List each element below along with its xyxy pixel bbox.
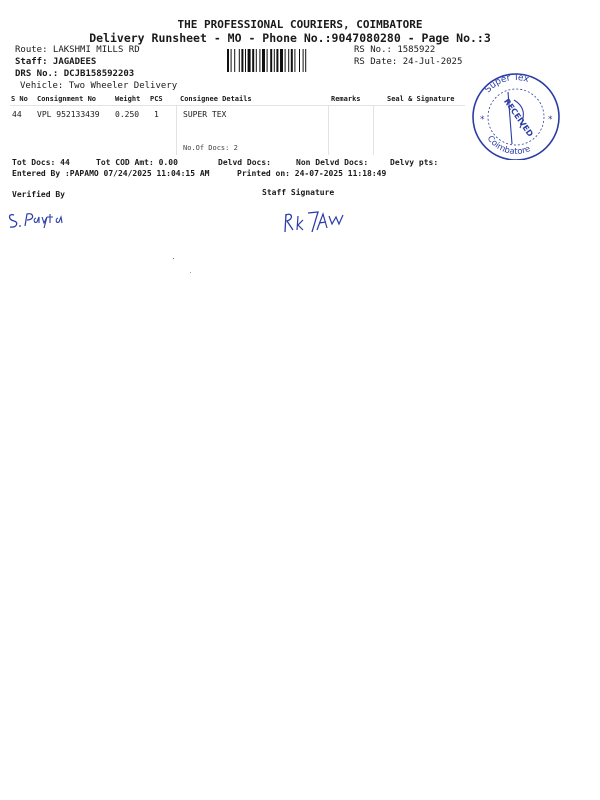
col-header-remarks: Remarks xyxy=(331,95,361,103)
barcode-bar xyxy=(299,49,300,72)
barcode-bar xyxy=(303,49,304,72)
verifier-signature xyxy=(6,208,68,230)
no-of-docs: No.Of Docs: 2 xyxy=(183,144,238,152)
scan-speck xyxy=(173,258,174,259)
stamp-top-text: Super Tex xyxy=(483,72,530,96)
barcode-bar xyxy=(227,49,229,72)
cell-pcs: 1 xyxy=(154,110,159,119)
col-header-weight: Weight xyxy=(115,95,141,103)
company-title: THE PROFESSIONAL COURIERS, COIMBATORE xyxy=(177,18,423,31)
cell-sno: 44 xyxy=(12,110,22,119)
table-divider xyxy=(328,105,329,155)
table-rule xyxy=(10,105,465,106)
table-divider xyxy=(373,105,374,155)
barcode-bar xyxy=(288,49,289,72)
barcode-bar xyxy=(276,49,278,72)
barcode-bar xyxy=(280,49,283,72)
col-header-seal: Seal & Signature xyxy=(387,95,455,103)
staff-text: Staff: JAGADEES xyxy=(15,57,97,67)
barcode-bar xyxy=(231,49,232,72)
delivery-points: Delvy pts: xyxy=(390,158,439,167)
barcode-bar xyxy=(239,49,240,72)
scan-speck xyxy=(190,272,191,273)
barcode-bar xyxy=(256,49,257,72)
star-icon: * xyxy=(548,115,553,125)
staff-signature xyxy=(281,208,357,238)
svg-text:Coimbatore xyxy=(485,134,532,157)
barcode-bar xyxy=(267,49,268,72)
barcode-bar xyxy=(248,49,251,72)
route-text: Route: LAKSHMI MILLS RD xyxy=(15,45,140,55)
printed-on: Printed on: 24-07-2025 11:18:49 xyxy=(237,169,387,178)
entered-by: Entered By :PAPAMO 07/24/2025 11:04:15 AM xyxy=(12,169,210,178)
verified-by-label: Verified By xyxy=(12,190,65,199)
stamp-bottom-text: Coimbatore xyxy=(484,134,533,158)
table-divider xyxy=(176,105,177,155)
drs-number: DRS No.: DCJB158592203 xyxy=(15,69,135,79)
rs-date: RS Date: 24-Jul-2025 xyxy=(354,57,463,67)
barcode xyxy=(227,49,344,72)
vehicle-text: Vehicle: Two Wheeler Delivery xyxy=(20,81,178,91)
col-header-consignee: Consignee Details xyxy=(180,95,252,103)
col-header-consignment: Consignment No xyxy=(37,95,97,103)
col-header-pcs: PCS xyxy=(150,95,163,103)
stamp-center-text: RECEIVED xyxy=(502,97,535,139)
staff-signature-label: Staff Signature xyxy=(262,188,335,197)
received-stamp xyxy=(468,70,564,160)
barcode-bar xyxy=(274,49,275,72)
non-delivered-docs: Non Delvd Docs: xyxy=(296,158,369,167)
barcode-bar xyxy=(252,49,254,72)
barcode-bar xyxy=(234,49,235,72)
barcode-bar xyxy=(270,49,272,72)
barcode-bar xyxy=(305,49,306,72)
svg-text:Super Tex xyxy=(483,73,530,95)
cell-weight: 0.250 xyxy=(115,110,140,119)
delivered-docs: Delvd Docs: xyxy=(218,158,271,167)
runsheet-subtitle: Delivery Runsheet - MO - Phone No.:9047080280 - Page No.:3 xyxy=(89,31,491,45)
cell-consignee: SUPER TEX xyxy=(183,110,227,119)
barcode-bar xyxy=(259,49,260,72)
rs-number: RS No.: 1585922 xyxy=(354,45,436,55)
star-icon: * xyxy=(480,115,485,125)
tot-cod-amount: Tot COD Amt: 0.00 xyxy=(96,158,178,167)
barcode-bar xyxy=(262,49,265,72)
barcode-bar xyxy=(294,49,295,72)
barcode-bar xyxy=(285,49,286,72)
barcode-bar xyxy=(245,49,246,72)
barcode-bar xyxy=(241,49,243,72)
barcode-bar xyxy=(291,49,293,72)
cell-consignment: VPL 952133439 xyxy=(37,110,100,119)
col-header-sno: S No xyxy=(11,95,28,103)
tot-docs: Tot Docs: 44 xyxy=(12,158,70,167)
